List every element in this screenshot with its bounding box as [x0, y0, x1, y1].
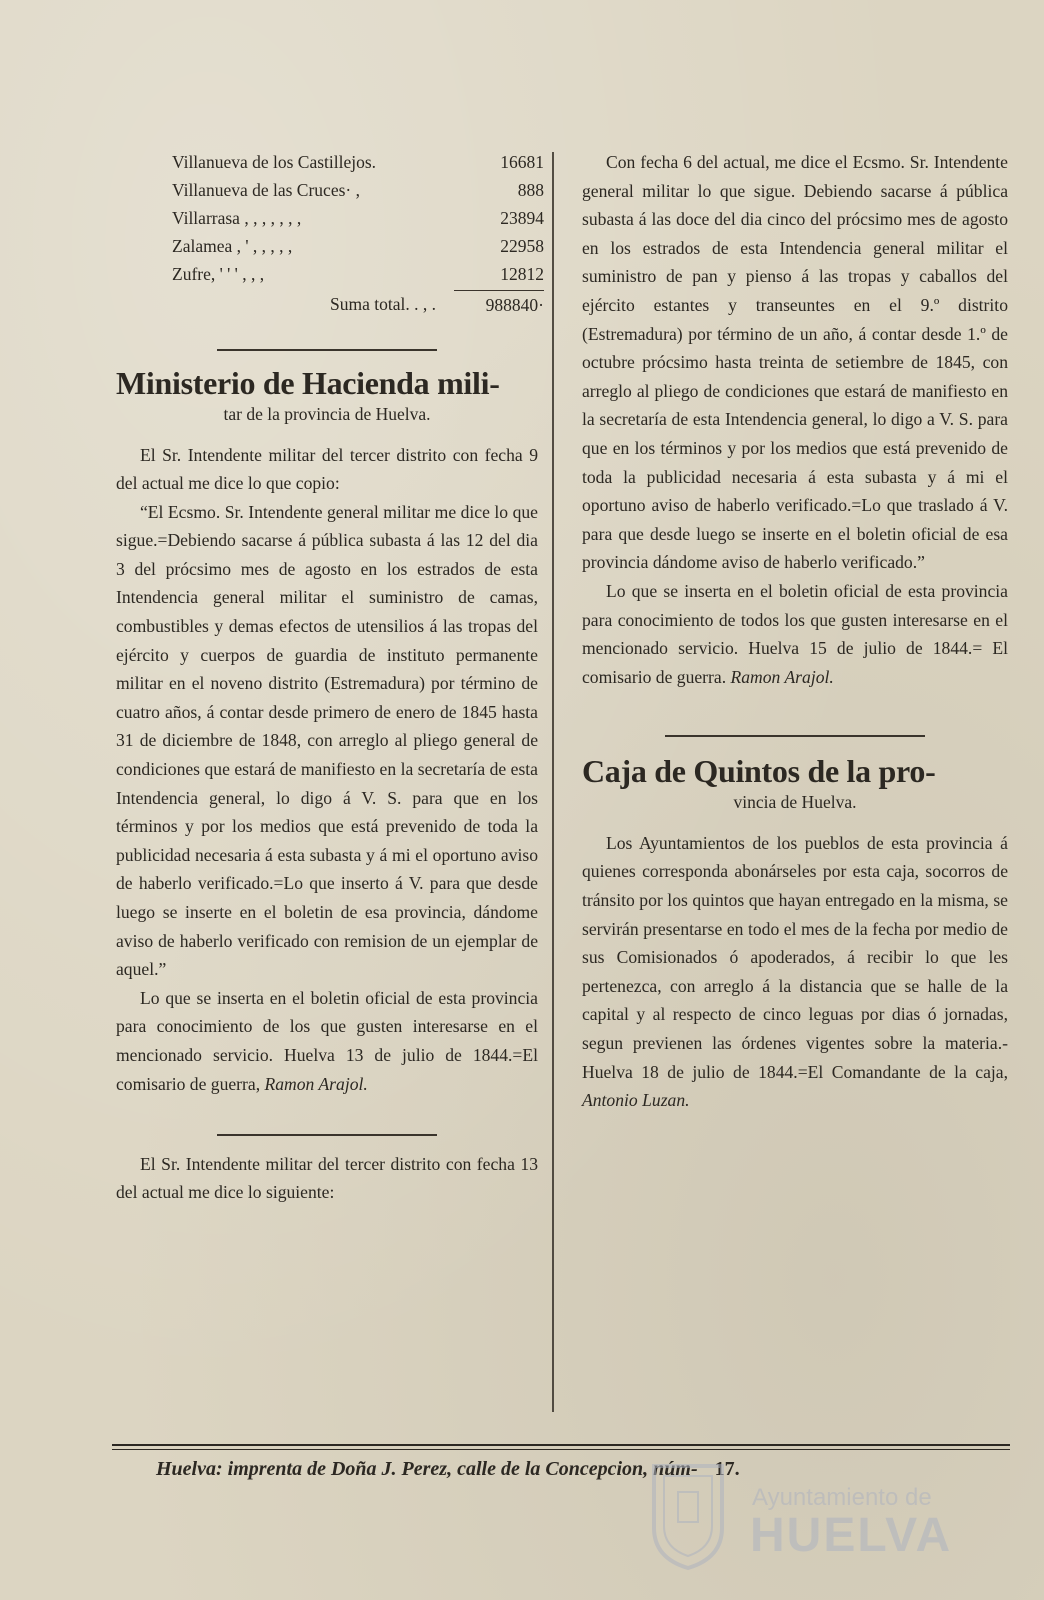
signature: Ramon Arajol. [264, 1073, 368, 1094]
signature: Antonio Luzan. [582, 1090, 690, 1111]
table-total-row [172, 290, 544, 319]
table-row [172, 148, 544, 176]
row-value: 23894 [500, 208, 544, 228]
row-name: Villarrasa , , , , , , , [172, 208, 302, 228]
column-divider [552, 152, 554, 1412]
total-value: 988840· [454, 290, 544, 319]
article-paragraph [582, 577, 1008, 691]
article-paragraph: El Sr. Intendente militar del tercer distrito con fecha 9 del actual me dice lo que copio: [116, 444, 538, 494]
section-heading-caja: Caja de Quintos de la pro- [582, 752, 936, 789]
watermark-line1: Ayuntamiento de [752, 1484, 932, 1511]
footer-rule-bottom [112, 1449, 1010, 1450]
table-row [172, 204, 544, 232]
imprint-text: Huelva: imprenta de Doña J. Perez, calle de la Concepcion, núm- [156, 1458, 698, 1480]
row-value: 12812 [500, 264, 544, 284]
watermark-line2: HUELVA [750, 1509, 953, 1562]
row-name: Zalamea , ' , , , , , [172, 236, 293, 256]
section-divider [217, 1134, 437, 1136]
total-label: Suma total. . , . [330, 294, 436, 314]
municipality-table [172, 148, 544, 319]
ayuntamiento-watermark [650, 1462, 980, 1572]
section-divider [217, 349, 437, 351]
paragraph-text: Lo que se inserta en el boletin oficial de esta provincia para conocimiento de todos los que gusten interesarse en el mencionado servicio. Huelva 15 de julio de 1844.= El comisario de guerra. [582, 580, 1008, 687]
row-name: Zufre, ' ' ' , , , [172, 264, 265, 284]
article-paragraph [116, 984, 538, 1098]
paragraph-text: Los Ayuntamientos de los pueblos de esta provincia á quienes corresponda abonárseles por esta caja, socorros de tránsito por los quintos que hayan entregado en la misma, se servirán presentarse en todo el mes de la fecha por medio de sus Comisionados ó apoderados, á recibir lo que les pertenezca, con arreglo á la distancia que se halle de la capital y al respecto de cinco leguas por dias ó jornadas, segun previenen las órdenes vigentes sobre la materia.-Huelva 18 de julio de 1844.=El Comandante de la caja, [582, 832, 1008, 1082]
paragraph-text: Lo que se inserta en el boletin oficial de esta provincia para conocimiento de los que gusten interesarse en el mencionado servicio. Huelva 13 de julio de 1844.=El comisario de guerra, [116, 987, 538, 1094]
row-value: 888 [517, 180, 544, 200]
article-paragraph: El Sr. Intendente militar del tercer distrito con fecha 13 del actual me dice lo siguiente: [116, 1153, 538, 1203]
table-row [172, 176, 544, 204]
row-name: Villanueva de las Cruces· , [172, 180, 360, 200]
section-heading-hacienda: Ministerio de Hacienda mili- [116, 364, 500, 401]
section-divider [665, 735, 925, 737]
footer-rule-top [112, 1444, 1010, 1446]
article-paragraph: Con fecha 6 del actual, me dice el Ecsmo. Sr. Intendente general militar lo que sigue. Debiendo sacarse á pública subasta á las doce del dia cinco del prócsimo mes de agosto en los estrados de esta Intendencia general militar el suministro de pan y pienso á las tropas y caballos del ejército estantes y transeuntes en el 9.º distrito (Estremadura) por término de un año, á contar desde 1.º de octubre prócsimo hasta treinta de setiembre de 1845, con arreglo al pliego de condiciones que estará de manifiesto en la secretaría de esta Intendencia general, lo digo a V. S. para que en los términos y por los medios que está prevenido de toda la publicidad necesaria á esta subasta y á mi el oportuno aviso de haberlo verificado.=Lo que traslado á V. para que desde luego se inserte en el boletin oficial de esa provincia dándome aviso de haberlo verificado.” [582, 152, 1008, 573]
shield-icon [650, 1462, 726, 1572]
row-value: 22958 [500, 236, 544, 256]
article-paragraph: “El Ecsmo. Sr. Intendente general militar me dice lo que sigue.=Debiendo sacarse á pública subasta á las 12 del dia 3 del prócsimo mes de agosto en los estrados de esta Intendencia general militar el suministro de camas, combustibles y demas efectos de utensilios á las tropas del ejército y cuerpos de guardia de instituto permanente militar en el noveno distrito (Estremadura) por término de cuatro años, á contar desde primero de enero de 1845 hasta 31 de diciembre de 1848, con arreglo al pliego general de condiciones que estará de manifiesto en la secretaría de esta Intendencia general, lo digo á V. S. para que en los términos y por los medios que está prevenido de toda la publicidad necesaria á esta subasta y á mi el oportuno aviso de haberlo verificado.=Lo que inserto á V. para que desde luego se inserte en el boletin de esa provincia, dándome aviso de haberlo verificado con remision de un ejemplar de aquel.” [116, 501, 538, 980]
row-value: 16681 [500, 152, 544, 172]
left-column [116, 148, 544, 1207]
table-row [172, 232, 544, 260]
row-name: Villanueva de los Castillejos. [172, 152, 377, 172]
section-subheading-hacienda: tar de la provincia de Huelva. [223, 403, 431, 424]
table-row [172, 260, 544, 288]
right-column [582, 148, 1008, 1115]
signature: Ramon Arajol. [730, 666, 834, 687]
section-subheading-caja: vincia de Huelva. [733, 791, 857, 812]
article-paragraph [582, 829, 1008, 1115]
page-number: 17. [714, 1458, 740, 1480]
